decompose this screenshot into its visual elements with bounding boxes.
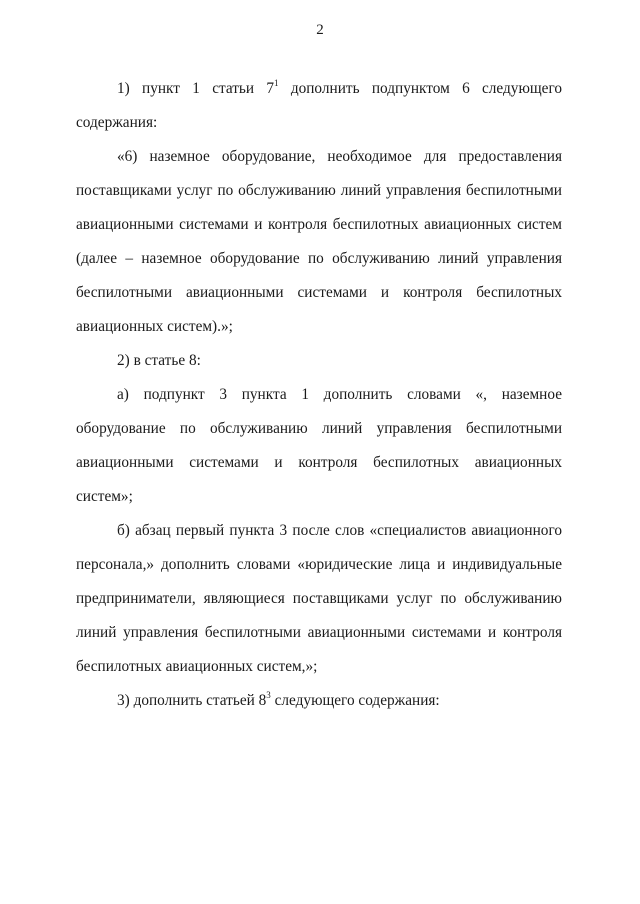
document-body	[76, 72, 562, 718]
page-number: 2	[316, 22, 324, 38]
paragraph-subitem-6: «6) наземное оборудование, необходимое для предоставления поставщиками услуг по обслуживанию линий управления беспилотными авиационными системами и контроля беспилотных авиационных систем (далее – наземное оборудование по обслуживанию линий управления беспилотными авиационными системами и контроля беспилотных авиационных систем).»;	[76, 148, 562, 335]
paragraph-item-3	[76, 684, 562, 718]
paragraph-subitem-b: б) абзац первый пункта 3 после слов «специалистов авиационного персонала,» дополнить словами «юридические лица и индивидуальные предприниматели, являющиеся поставщиками услуг по обслуживанию линий управления беспилотными авиационными системами и контроля беспилотных авиационных систем,»;	[76, 522, 562, 675]
paragraph-item-2: 2) в статье 8:	[117, 352, 201, 369]
paragraph-3-text: 3) дополнить статьей 8	[117, 692, 267, 709]
superscript-article-index: 1	[274, 77, 279, 88]
paragraph-subitem-a: а) подпункт 3 пункта 1 дополнить словами «, наземное оборудование по обслуживанию линий управления беспилотными авиационными системами и контроля беспилотных авиационных систем»;	[76, 386, 562, 505]
paragraph-item-1	[76, 72, 562, 140]
superscript-article-index: 3	[266, 689, 271, 700]
paragraph-1-text: 1) пункт 1 статьи 7	[117, 80, 275, 97]
paragraph-1-text-cont: дополнить подпунктом 6 следующего содержания:	[76, 80, 562, 131]
paragraph-3-text-cont: следующего содержания:	[270, 692, 440, 709]
